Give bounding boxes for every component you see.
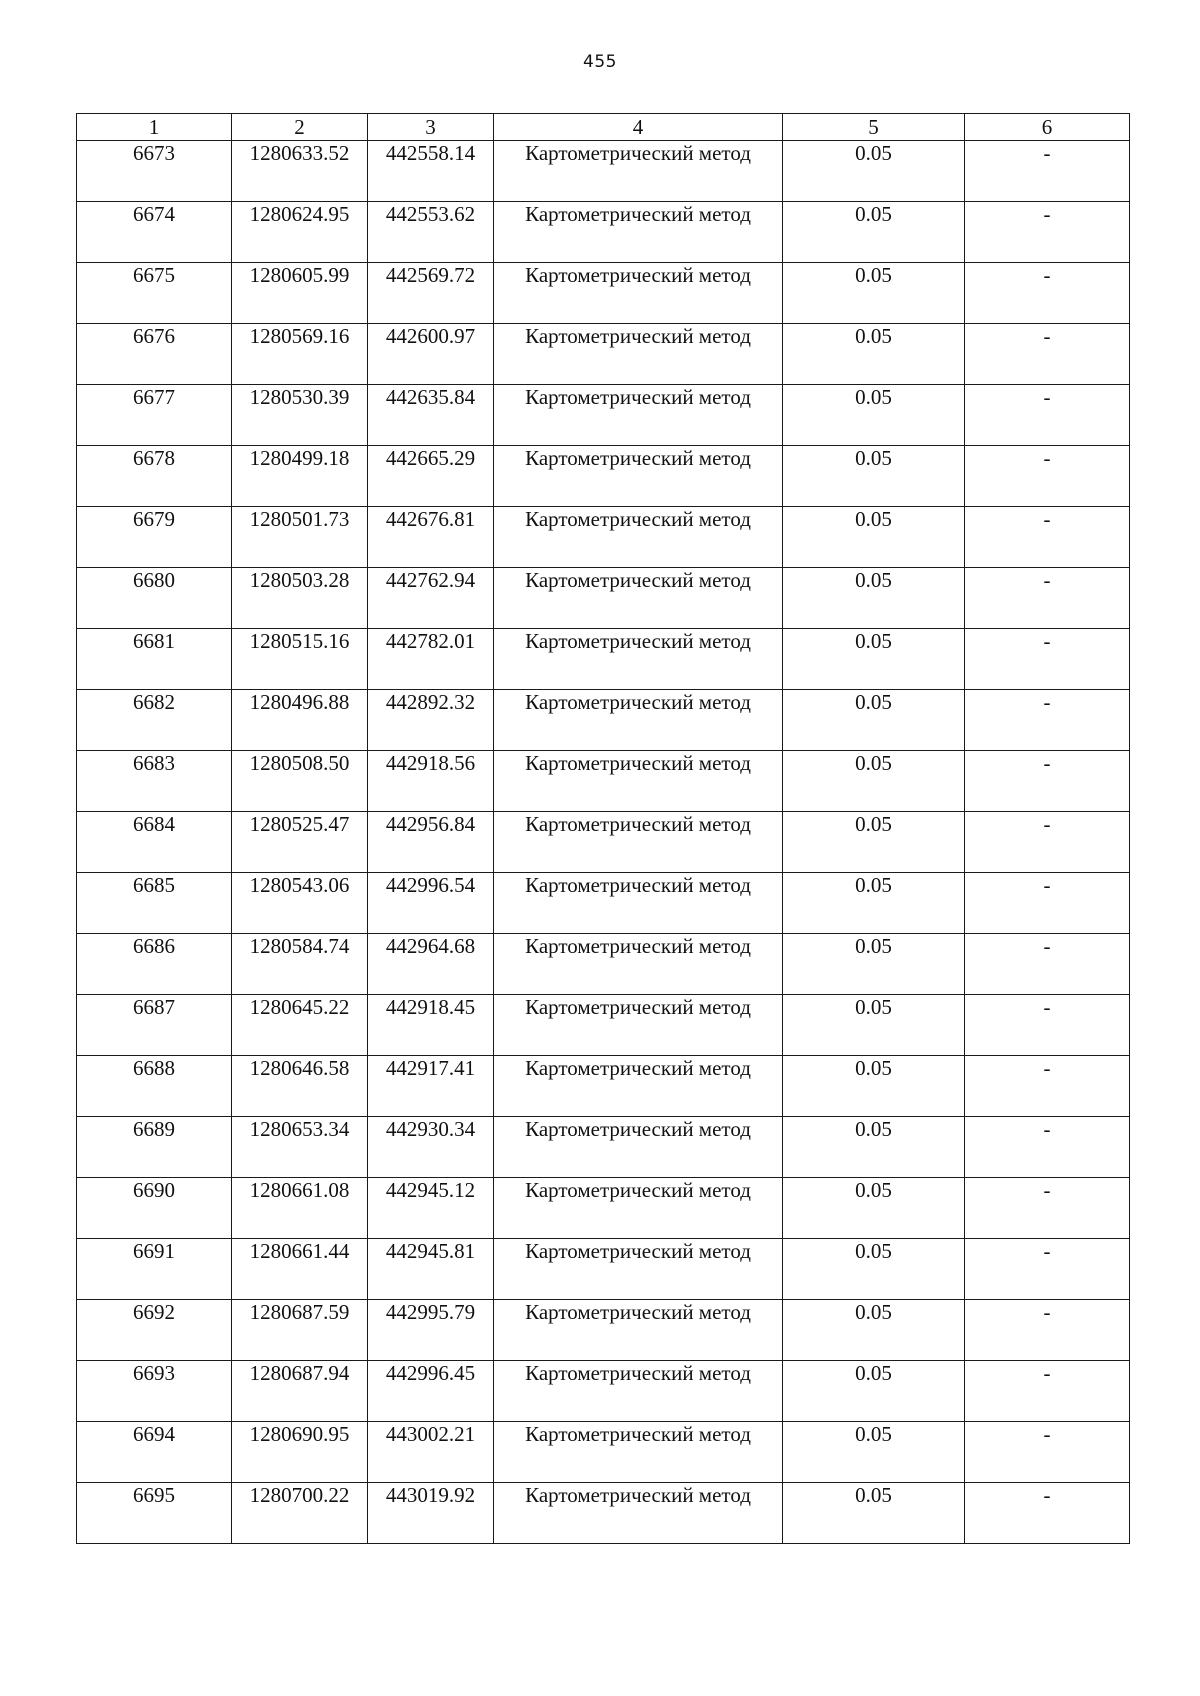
column-header: 2 [232,114,368,141]
y-coordinate-cell: 442600.97 [368,324,494,385]
point-number-cell: 6689 [77,1117,232,1178]
y-coordinate-cell: 442762.94 [368,568,494,629]
table-row [77,385,1130,446]
y-coordinate-cell: 442918.45 [368,995,494,1056]
note-cell: - [965,1239,1130,1300]
point-number-cell: 6690 [77,1178,232,1239]
x-coordinate-cell: 1280584.74 [232,934,368,995]
column-header: 1 [77,114,232,141]
point-number-cell: 6675 [77,263,232,324]
accuracy-cell: 0.05 [783,324,965,385]
point-number-cell: 6680 [77,568,232,629]
y-coordinate-cell: 442558.14 [368,141,494,202]
note-cell: - [965,1483,1130,1544]
x-coordinate-cell: 1280687.59 [232,1300,368,1361]
note-cell: - [965,1117,1130,1178]
point-number-cell: 6673 [77,141,232,202]
y-coordinate-cell: 443019.92 [368,1483,494,1544]
y-coordinate-cell: 443002.21 [368,1422,494,1483]
table-body [77,141,1130,1544]
y-coordinate-cell: 442945.12 [368,1178,494,1239]
x-coordinate-cell: 1280530.39 [232,385,368,446]
table-row [77,324,1130,385]
accuracy-cell: 0.05 [783,568,965,629]
note-cell: - [965,568,1130,629]
note-cell: - [965,263,1130,324]
table-row [77,1178,1130,1239]
x-coordinate-cell: 1280624.95 [232,202,368,263]
table-row [77,1422,1130,1483]
y-coordinate-cell: 442995.79 [368,1300,494,1361]
method-cell: Картометрический метод [494,1300,783,1361]
x-coordinate-cell: 1280499.18 [232,446,368,507]
x-coordinate-cell: 1280687.94 [232,1361,368,1422]
method-cell: Картометрический метод [494,995,783,1056]
table-row [77,629,1130,690]
x-coordinate-cell: 1280646.58 [232,1056,368,1117]
accuracy-cell: 0.05 [783,873,965,934]
table-row [77,1300,1130,1361]
y-coordinate-cell: 442917.41 [368,1056,494,1117]
method-cell: Картометрический метод [494,1117,783,1178]
point-number-cell: 6683 [77,751,232,812]
point-number-cell: 6681 [77,629,232,690]
table-header-row [77,114,1130,141]
accuracy-cell: 0.05 [783,1178,965,1239]
point-number-cell: 6687 [77,995,232,1056]
point-number-cell: 6684 [77,812,232,873]
table-row [77,568,1130,629]
table-row [77,751,1130,812]
coordinates-table [76,113,1130,1544]
accuracy-cell: 0.05 [783,995,965,1056]
accuracy-cell: 0.05 [783,1239,965,1300]
method-cell: Картометрический метод [494,1422,783,1483]
y-coordinate-cell: 442930.34 [368,1117,494,1178]
method-cell: Картометрический метод [494,934,783,995]
table-row [77,995,1130,1056]
method-cell: Картометрический метод [494,202,783,263]
x-coordinate-cell: 1280633.52 [232,141,368,202]
table-row [77,1056,1130,1117]
x-coordinate-cell: 1280569.16 [232,324,368,385]
note-cell: - [965,995,1130,1056]
note-cell: - [965,629,1130,690]
point-number-cell: 6692 [77,1300,232,1361]
y-coordinate-cell: 442676.81 [368,507,494,568]
table-row [77,1239,1130,1300]
method-cell: Картометрический метод [494,446,783,507]
y-coordinate-cell: 442665.29 [368,446,494,507]
note-cell: - [965,202,1130,263]
method-cell: Картометрический метод [494,1178,783,1239]
table-row [77,1117,1130,1178]
method-cell: Картометрический метод [494,751,783,812]
note-cell: - [965,1361,1130,1422]
accuracy-cell: 0.05 [783,751,965,812]
accuracy-cell: 0.05 [783,934,965,995]
column-header: 5 [783,114,965,141]
point-number-cell: 6677 [77,385,232,446]
note-cell: - [965,690,1130,751]
x-coordinate-cell: 1280543.06 [232,873,368,934]
accuracy-cell: 0.05 [783,1300,965,1361]
table-row [77,873,1130,934]
note-cell: - [965,141,1130,202]
x-coordinate-cell: 1280503.28 [232,568,368,629]
note-cell: - [965,751,1130,812]
point-number-cell: 6685 [77,873,232,934]
note-cell: - [965,812,1130,873]
method-cell: Картометрический метод [494,629,783,690]
table-row [77,690,1130,751]
method-cell: Картометрический метод [494,1239,783,1300]
x-coordinate-cell: 1280515.16 [232,629,368,690]
method-cell: Картометрический метод [494,690,783,751]
method-cell: Картометрический метод [494,1361,783,1422]
table-row [77,202,1130,263]
point-number-cell: 6674 [77,202,232,263]
table-row [77,141,1130,202]
x-coordinate-cell: 1280690.95 [232,1422,368,1483]
y-coordinate-cell: 442945.81 [368,1239,494,1300]
note-cell: - [965,873,1130,934]
table-row [77,263,1130,324]
note-cell: - [965,1178,1130,1239]
table-row [77,446,1130,507]
accuracy-cell: 0.05 [783,507,965,568]
x-coordinate-cell: 1280525.47 [232,812,368,873]
x-coordinate-cell: 1280645.22 [232,995,368,1056]
y-coordinate-cell: 442553.62 [368,202,494,263]
accuracy-cell: 0.05 [783,629,965,690]
note-cell: - [965,1056,1130,1117]
column-header: 6 [965,114,1130,141]
accuracy-cell: 0.05 [783,690,965,751]
method-cell: Картометрический метод [494,1056,783,1117]
x-coordinate-cell: 1280496.88 [232,690,368,751]
note-cell: - [965,324,1130,385]
method-cell: Картометрический метод [494,324,783,385]
method-cell: Картометрический метод [494,507,783,568]
x-coordinate-cell: 1280653.34 [232,1117,368,1178]
point-number-cell: 6693 [77,1361,232,1422]
note-cell: - [965,385,1130,446]
x-coordinate-cell: 1280700.22 [232,1483,368,1544]
y-coordinate-cell: 442918.56 [368,751,494,812]
point-number-cell: 6688 [77,1056,232,1117]
column-header: 4 [494,114,783,141]
accuracy-cell: 0.05 [783,812,965,873]
method-cell: Картометрический метод [494,568,783,629]
x-coordinate-cell: 1280661.08 [232,1178,368,1239]
point-number-cell: 6678 [77,446,232,507]
note-cell: - [965,934,1130,995]
table-row [77,1483,1130,1544]
x-coordinate-cell: 1280661.44 [232,1239,368,1300]
y-coordinate-cell: 442782.01 [368,629,494,690]
page-number: 455 [583,52,617,72]
note-cell: - [965,1422,1130,1483]
point-number-cell: 6694 [77,1422,232,1483]
method-cell: Картометрический метод [494,141,783,202]
point-number-cell: 6686 [77,934,232,995]
point-number-cell: 6676 [77,324,232,385]
accuracy-cell: 0.05 [783,1117,965,1178]
accuracy-cell: 0.05 [783,141,965,202]
accuracy-cell: 0.05 [783,202,965,263]
accuracy-cell: 0.05 [783,1361,965,1422]
table-row [77,1361,1130,1422]
accuracy-cell: 0.05 [783,446,965,507]
x-coordinate-cell: 1280508.50 [232,751,368,812]
y-coordinate-cell: 442892.32 [368,690,494,751]
method-cell: Картометрический метод [494,873,783,934]
accuracy-cell: 0.05 [783,1422,965,1483]
accuracy-cell: 0.05 [783,263,965,324]
note-cell: - [965,1300,1130,1361]
point-number-cell: 6682 [77,690,232,751]
point-number-cell: 6679 [77,507,232,568]
table-row [77,812,1130,873]
method-cell: Картометрический метод [494,385,783,446]
x-coordinate-cell: 1280501.73 [232,507,368,568]
accuracy-cell: 0.05 [783,385,965,446]
table-row [77,934,1130,995]
column-header: 3 [368,114,494,141]
x-coordinate-cell: 1280605.99 [232,263,368,324]
note-cell: - [965,507,1130,568]
point-number-cell: 6691 [77,1239,232,1300]
method-cell: Картометрический метод [494,263,783,324]
point-number-cell: 6695 [77,1483,232,1544]
accuracy-cell: 0.05 [783,1483,965,1544]
y-coordinate-cell: 442569.72 [368,263,494,324]
y-coordinate-cell: 442635.84 [368,385,494,446]
y-coordinate-cell: 442964.68 [368,934,494,995]
note-cell: - [965,446,1130,507]
y-coordinate-cell: 442996.54 [368,873,494,934]
y-coordinate-cell: 442956.84 [368,812,494,873]
method-cell: Картометрический метод [494,1483,783,1544]
table-row [77,507,1130,568]
y-coordinate-cell: 442996.45 [368,1361,494,1422]
method-cell: Картометрический метод [494,812,783,873]
accuracy-cell: 0.05 [783,1056,965,1117]
